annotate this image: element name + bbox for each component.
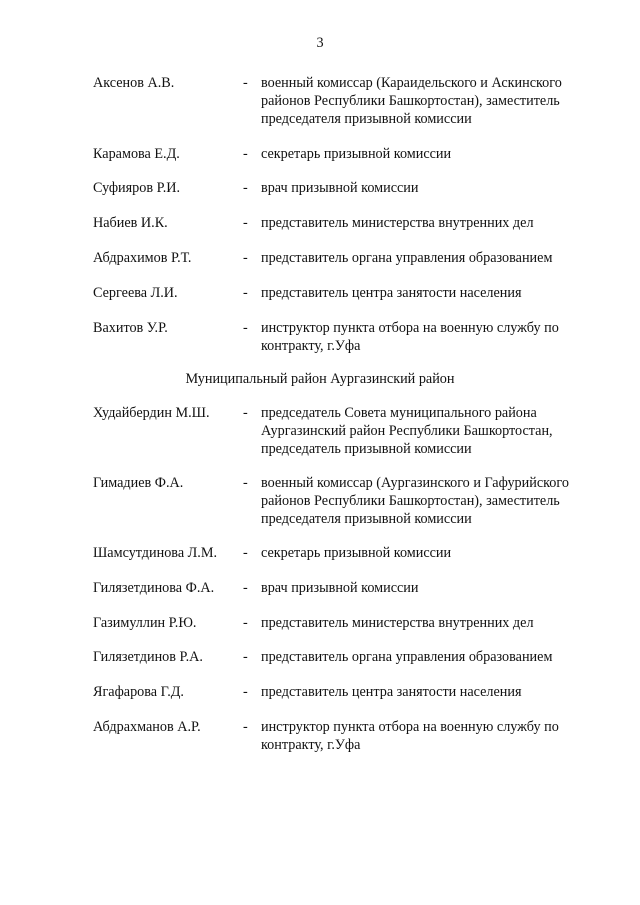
role-line: председатель призывной комиссии <box>261 441 472 457</box>
role-line: районов Республики Башкортостан), заместитель <box>261 493 560 509</box>
entry-dash: - <box>243 215 248 231</box>
role-line: районов Республики Башкортостан), заместитель <box>261 93 560 109</box>
entry-dash: - <box>243 475 248 491</box>
member-role <box>261 179 603 197</box>
member-role <box>261 683 603 701</box>
member-role <box>261 648 603 666</box>
role-line: врач призывной комиссии <box>261 180 419 196</box>
role-line: представитель органа управления образованием <box>261 250 553 266</box>
role-line: секретарь призывной комиссии <box>261 545 452 561</box>
role-line: инструктор пункта отбора на военную службу по <box>261 719 559 735</box>
member-role <box>261 579 603 597</box>
entry-dash: - <box>243 146 248 162</box>
member-role <box>261 145 603 163</box>
member-name: Шамсутдинова Л.М. <box>93 545 217 561</box>
member-role <box>261 249 603 267</box>
member-name: Абдрахманов А.Р. <box>93 719 201 735</box>
member-role <box>261 474 603 528</box>
member-name: Абдрахимов Р.Т. <box>93 250 192 266</box>
entry-dash: - <box>243 545 248 561</box>
role-line: председатель Совета муниципального района <box>261 405 537 421</box>
entry-dash: - <box>243 649 248 665</box>
role-line: контракту, г.Уфа <box>261 338 361 354</box>
member-role <box>261 718 603 754</box>
role-line: представитель центра занятости населения <box>261 285 522 301</box>
member-role <box>261 614 603 632</box>
role-line: военный комиссар (Караидельского и Аскинского <box>261 75 562 91</box>
member-role <box>261 404 603 458</box>
member-name: Вахитов У.Р. <box>93 320 168 336</box>
member-role <box>261 544 603 562</box>
role-line: председателя призывной комиссии <box>261 511 472 527</box>
entry-dash: - <box>243 250 248 266</box>
role-line: представитель центра занятости населения <box>261 684 522 700</box>
entry-dash: - <box>243 75 248 91</box>
member-name: Аксенов А.В. <box>93 75 175 91</box>
entry-dash: - <box>243 684 248 700</box>
member-role <box>261 214 603 232</box>
member-name: Гилязетдинов Р.А. <box>93 649 203 665</box>
entry-dash: - <box>243 320 248 336</box>
page-number: 3 <box>316 35 324 51</box>
member-name: Набиев И.К. <box>93 215 168 231</box>
member-name: Ягафарова Г.Д. <box>93 684 184 700</box>
role-line: военный комиссар (Аургазинского и Гафурийского <box>261 475 569 491</box>
entry-dash: - <box>243 180 248 196</box>
member-name: Карамова Е.Д. <box>93 146 180 162</box>
member-name: Газимуллин Р.Ю. <box>93 615 197 631</box>
entry-dash: - <box>243 285 248 301</box>
role-line: председателя призывной комиссии <box>261 111 472 127</box>
role-line: Аургазинский район Республики Башкортостан, <box>261 423 553 439</box>
role-line: врач призывной комиссии <box>261 580 419 596</box>
section-heading: Муниципальный район Аургазинский район <box>185 371 455 387</box>
entry-dash: - <box>243 405 248 421</box>
role-line: представитель органа управления образованием <box>261 649 553 665</box>
member-name: Гимадиев Ф.А. <box>93 475 184 491</box>
role-line: инструктор пункта отбора на военную службу по <box>261 320 559 336</box>
role-line: секретарь призывной комиссии <box>261 146 452 162</box>
role-line: представитель министерства внутренних дел <box>261 615 534 631</box>
member-role <box>261 319 603 355</box>
role-line: контракту, г.Уфа <box>261 737 361 753</box>
member-name: Сергеева Л.И. <box>93 285 178 301</box>
member-name: Худайбердин М.Ш. <box>93 405 210 421</box>
member-role <box>261 74 603 128</box>
entry-dash: - <box>243 615 248 631</box>
role-line: представитель министерства внутренних дел <box>261 215 534 231</box>
member-role <box>261 284 603 302</box>
member-name: Суфияров Р.И. <box>93 180 181 196</box>
member-name: Гилязетдинова Ф.А. <box>93 580 215 596</box>
entry-dash: - <box>243 580 248 596</box>
entry-dash: - <box>243 719 248 735</box>
